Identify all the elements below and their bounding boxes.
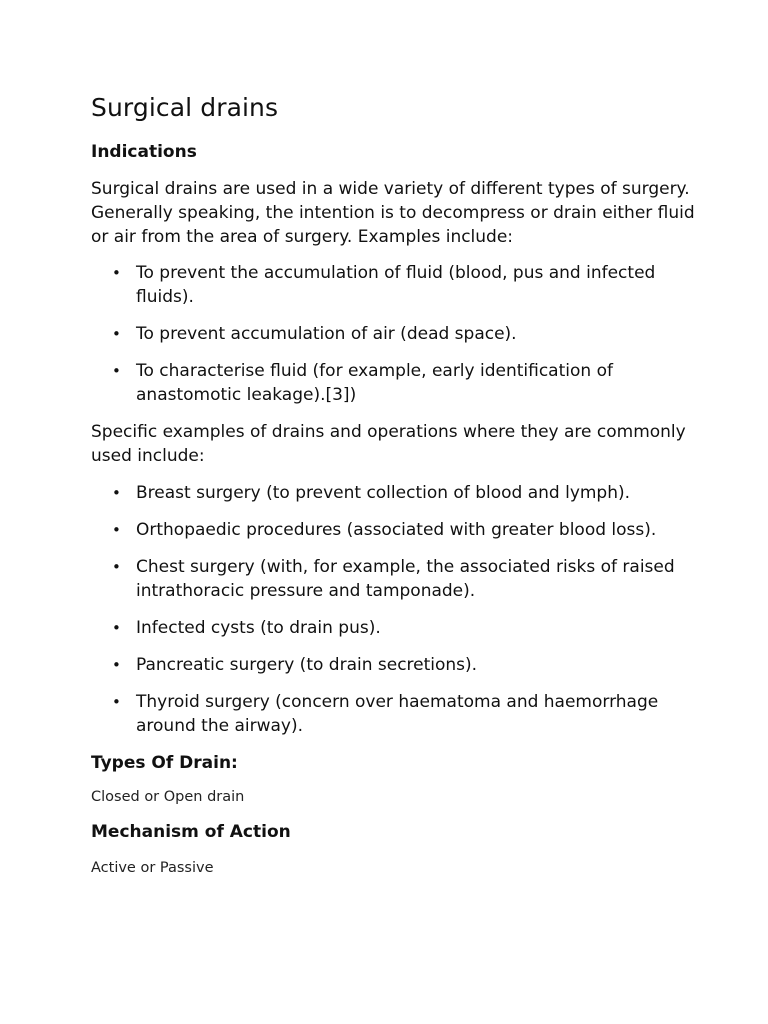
list-item xyxy=(91,481,701,505)
list-item xyxy=(91,616,701,640)
types-text: Closed or Open drain xyxy=(91,789,245,805)
list-item-text: To prevent the accumulation of fluid (blood, pus and infected fluids). xyxy=(136,263,656,307)
indications-heading: Indications xyxy=(91,142,197,162)
bullet-icon: • xyxy=(112,656,121,674)
bullet-icon: • xyxy=(112,362,121,380)
mechanism-text: Active or Passive xyxy=(91,860,214,876)
examples-paragraph: Specific examples of drains and operations where they are commonly used include: xyxy=(91,422,686,466)
list-item xyxy=(91,690,701,738)
examples-list xyxy=(91,481,701,738)
intro-paragraph: Surgical drains are used in a wide variety of different types of surgery. Generally speaking, the intention is to decompress or drain either fluid or air from the area of surgery. Examples include: xyxy=(91,179,695,247)
list-item-text: Thyroid surgery (concern over haematoma and haemorrhage around the airway). xyxy=(136,692,659,736)
list-item xyxy=(91,359,701,407)
list-item-text: Chest surgery (with, for example, the associated risks of raised intrathoracic pressure and tamponade). xyxy=(136,557,675,601)
list-item-text: Pancreatic surgery (to drain secretions). xyxy=(136,655,478,675)
list-item-text: Breast surgery (to prevent collection of blood and lymph). xyxy=(136,483,631,503)
types-heading: Types Of Drain: xyxy=(91,753,238,773)
list-item-text: Infected cysts (to drain pus). xyxy=(136,618,381,638)
bullet-icon: • xyxy=(112,693,121,711)
list-item xyxy=(91,518,701,542)
list-item-text: To prevent accumulation of air (dead space). xyxy=(136,324,517,344)
list-item xyxy=(91,653,701,677)
list-item-text: Orthopaedic procedures (associated with greater blood loss). xyxy=(136,520,657,540)
mechanism-heading: Mechanism of Action xyxy=(91,822,291,842)
list-item xyxy=(91,322,701,346)
indications-list xyxy=(91,261,701,407)
bullet-icon: • xyxy=(112,619,121,637)
bullet-icon: • xyxy=(112,264,121,282)
document-content xyxy=(91,90,701,878)
bullet-icon: • xyxy=(112,484,121,502)
page-title: Surgical drains xyxy=(91,93,279,122)
bullet-icon: • xyxy=(112,521,121,539)
bullet-icon: • xyxy=(112,325,121,343)
bullet-icon: • xyxy=(112,558,121,576)
list-item xyxy=(91,261,701,309)
list-item xyxy=(91,555,701,603)
list-item-text: To characterise fluid (for example, early identification of anastomotic leakage).[3]) xyxy=(136,361,613,405)
